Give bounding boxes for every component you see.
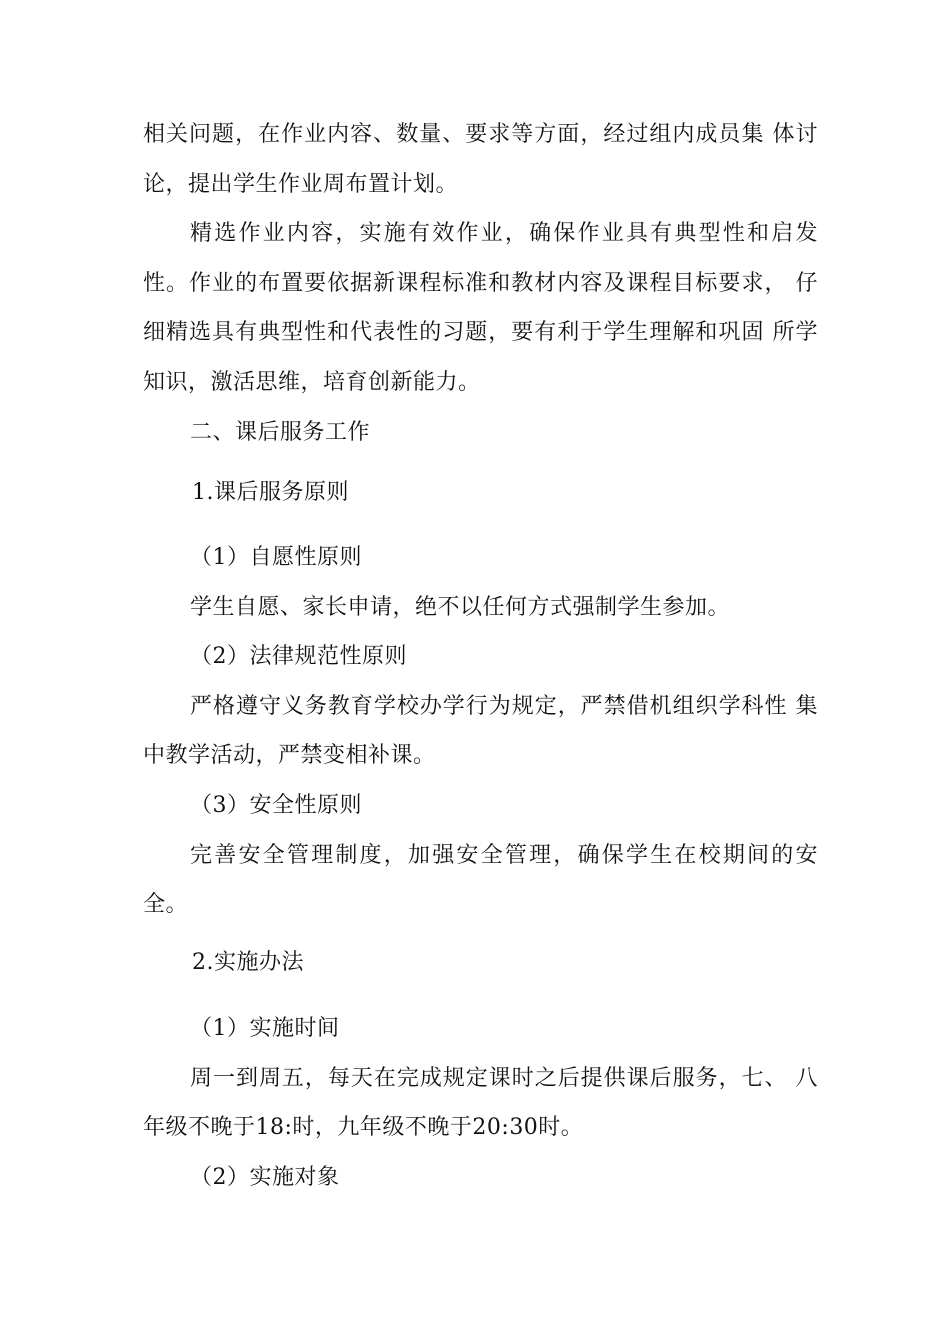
paragraph-line: 性。作业的布置要依据新课程标准和教材内容及课程目标要求， 仔 (143, 271, 818, 296)
subsection-heading: 1.课后服务原则 (192, 480, 349, 505)
paragraph-line: 严格遵守义务教育学校办学行为规定，严禁借机组织学科性 集 (190, 694, 818, 719)
paragraph-line: 细精选具有典型性和代表性的习题，要有利于学生理解和巩固 所学 (143, 320, 818, 345)
paragraph-line: 周一到周五，每天在完成规定课时之后提供课后服务，七、 八 (190, 1066, 818, 1091)
item-heading: （1）自愿性原则 (190, 545, 362, 570)
item-heading: （3）安全性原则 (190, 793, 362, 818)
item-heading: （2）实施对象 (190, 1165, 340, 1190)
paragraph-line: 相关问题，在作业内容、数量、要求等方面，经过组内成员集 体讨 (143, 122, 818, 147)
paragraph-line: 中教学活动，严禁变相补课。 (143, 743, 436, 768)
paragraph-line: 年级不晚于18:时，九年级不晚于20:30时。 (143, 1115, 584, 1140)
section-heading: 二、课后服务工作 (190, 420, 371, 445)
paragraph-line: 精选作业内容，实施有效作业，确保作业具有典型性和启发 (190, 221, 818, 246)
paragraph-line: 完善安全管理制度，加强安全管理，确保学生在校期间的安 (190, 843, 818, 868)
paragraph-line: 知识，激活思维，培育创新能力。 (143, 370, 481, 395)
item-heading: （2）法律规范性原则 (190, 644, 407, 669)
subsection-heading: 2.实施办法 (192, 950, 304, 975)
paragraph-line: 全。 (143, 892, 189, 917)
paragraph-line: 论，提出学生作业周布置计划。 (143, 172, 459, 197)
item-heading: （1）实施时间 (190, 1016, 340, 1041)
paragraph-line: 学生自愿、家长申请，绝不以任何方式强制学生参加。 (190, 595, 731, 620)
